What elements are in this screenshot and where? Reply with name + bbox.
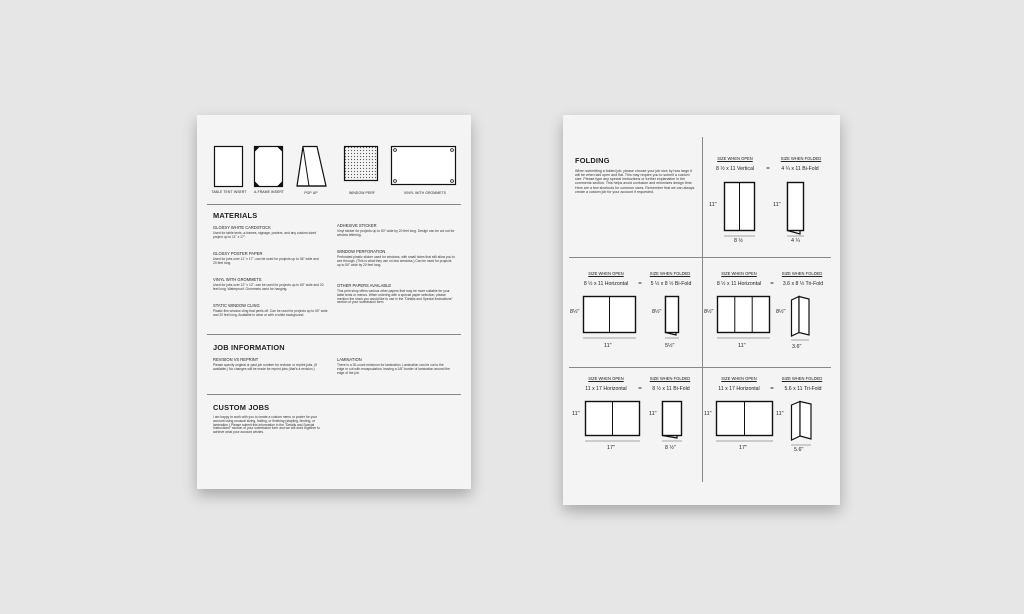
open-width-label: 11" (604, 343, 612, 349)
material-name: VINYL WITH GROMMETS (213, 277, 262, 282)
grid-divider (569, 367, 831, 368)
material-name: OTHER PAPERS AVAILABLE (337, 283, 392, 288)
material-description: Plastic film window cling that peels off. Can be used for projects up to 50" wide and 20 feet long. Available in clear or with a white background. (213, 309, 328, 317)
open-tri-fold-illustration (717, 296, 773, 340)
equals-sign: = (770, 281, 774, 287)
folded-height-label: 11" (773, 202, 781, 208)
folded-height-label: 8½" (652, 309, 662, 315)
open-size: 8 ½ x 11 Vertical (716, 166, 754, 172)
open-tri-fold-illustration (716, 401, 776, 445)
divider (207, 204, 461, 205)
right-sheet (563, 115, 840, 505)
open-height-label: 11" (709, 202, 717, 208)
table-tent-insert-illustration (214, 146, 244, 188)
folded-tri-fold-illustration (791, 296, 815, 340)
job-info-name: REVISION VS REPRINT (213, 357, 259, 362)
open-height-label: 8½" (704, 309, 714, 315)
folded-height-label: 8½" (776, 309, 786, 315)
open-size: 8 ½ x 11 Horizontal (583, 281, 629, 287)
open-width-label: 11" (738, 343, 746, 349)
size-when-open-label: SIZE WHEN OPEN (721, 376, 757, 381)
open-height-label: 8½" (570, 309, 580, 315)
material-name: WINDOW PERFORATION (337, 249, 386, 254)
folding-description: When submitting a folded job, please choose your job size by how large it will be when laid open and flat. This may require you to submit a custom size. Please type any special instructions or further explanation in the comments section. This helps avoid confusion and minimizes design time. Here are a few shortcuts for common sizes. Remember that we can always create a custom job for your account if requested. (575, 169, 695, 194)
material-description: Used for jobs over 12" x 12", can be used for projects up to 60" wide and 20 feet long. Waterproof. Grommets used for hanging. (213, 283, 324, 291)
job-info-name: LAMINATION (337, 357, 362, 362)
window-perf-illustration (344, 146, 380, 188)
folded-size: 8 ½ x 11 Bi-Fold (652, 386, 690, 392)
job-information-heading: JOB INFORMATION (213, 343, 285, 352)
material-description: Perforated plastic sticker used for windows, with small holes that still allow you to see through. (This is what they use on bus windows.) Can be used for projects up to 50" wide by 20 feet long. (337, 255, 456, 267)
size-when-open-label: SIZE WHEN OPEN (588, 271, 624, 276)
equals-sign: = (766, 166, 770, 172)
custom-jobs-description: I am happy to work with you to create a custom menu or poster for your account using unusual sizing, folding, or finishing (stapling, binding, or lamination.) Please submit this information in the "Details and Special Instructions" section of your submission form and we will work together to achieve what your account wishes. (213, 415, 320, 435)
folded-width-label: 5.6" (794, 447, 804, 453)
grid-divider (569, 257, 831, 258)
material-description: Used for jobs over 11" x 17", can be used for projects up to 36" wide and 20 feet long. (213, 257, 319, 265)
open-width-label: 8 ½ (734, 238, 743, 244)
product-caption-a-frame: A-FRAME INSERT (254, 190, 284, 194)
folded-tri-fold-illustration (791, 401, 817, 449)
divider (207, 394, 461, 395)
folded-size: 5.6 x 11 Tri-Fold (784, 386, 822, 392)
equals-sign: = (638, 281, 642, 287)
folded-size: 4 ¼ x 11 Bi-Fold (781, 166, 819, 172)
folded-bi-fold-illustration (787, 182, 811, 242)
product-caption-table-tent: TABLE TENT INSERT (211, 190, 247, 194)
size-when-folded-label: SIZE WHEN FOLDED (781, 271, 823, 276)
size-when-folded-label: SIZE WHEN FOLDED (649, 376, 691, 381)
open-horizontal-illustration (583, 296, 639, 340)
materials-heading: MATERIALS (213, 211, 258, 220)
custom-jobs-heading: CUSTOM JOBS (213, 403, 270, 412)
left-sheet (197, 115, 471, 489)
folded-height-label: 11" (649, 411, 657, 417)
grid-divider (702, 137, 703, 482)
folded-size: 3.6 x 8 ½ Tri-Fold (782, 281, 824, 287)
material-name: STATIC WINDOW CLING (213, 303, 260, 308)
folded-height-label: 11" (776, 411, 784, 417)
open-width-label: 17" (607, 445, 615, 451)
open-height-label: 11" (572, 411, 580, 417)
product-caption-window-perf: WINDOW PERF (349, 191, 375, 195)
folded-width-label: 8 ½" (665, 445, 676, 451)
open-size: 11 x 17 Horizontal (585, 386, 627, 392)
size-when-folded-label: SIZE WHEN FOLDED (649, 271, 691, 276)
material-name: ADHESIVE STICKER (337, 223, 377, 228)
job-info-description: There is a 30-count minimum for lamination. Lamination can be cut to the edge or cut with encapsulation, leaving a 1/8" border of lamination around the edge of the job. (337, 363, 450, 375)
product-caption-vinyl: VINYL WITH GROMMETS (403, 191, 447, 195)
open-size: 8 ½ x 11 Horizontal (716, 281, 762, 287)
open-size: 11 x 17 Horizontal (718, 386, 760, 392)
size-when-folded-label: SIZE WHEN FOLDED (781, 376, 823, 381)
divider (207, 334, 461, 335)
folded-width-label: 5½" (665, 343, 675, 349)
folded-bi-fold-illustration (665, 296, 685, 340)
open-horizontal-illustration (585, 401, 643, 445)
open-vertical-illustration (724, 182, 758, 242)
folded-width-label: 4 ¼ (791, 238, 800, 244)
open-width-label: 17" (739, 445, 747, 451)
material-name: GLOSSY WHITE CARDSTOCK (213, 225, 271, 230)
equals-sign: = (770, 386, 774, 392)
folded-size: 5 ½ x 8 ½ Bi-Fold (650, 281, 692, 287)
material-description: Vinyl sticker for projects up to 50" wide by 20 feet long. Design can be cut out for window lettering. (337, 229, 455, 237)
product-caption-pop-up: POP UP (304, 191, 318, 195)
material-description: Used for table tents, a-frames, signage, posters, and any custom sized project up to 11" x 17". (213, 231, 317, 239)
pop-up-illustration (293, 146, 329, 188)
open-height-label: 11" (704, 411, 712, 417)
folded-width-label: 3.6" (792, 344, 802, 350)
job-info-description: Please specify original or past job number for revision or reprint jobs. (If available.) No changes will be made for reprint jobs (that's a revision.) (213, 363, 318, 371)
material-name: GLOSSY POSTER PAPER (213, 251, 263, 256)
equals-sign: = (638, 386, 642, 392)
a-frame-insert-illustration (254, 146, 284, 188)
size-when-open-label: SIZE WHEN OPEN (717, 156, 753, 161)
folding-heading: FOLDING (575, 156, 610, 165)
size-when-open-label: SIZE WHEN OPEN (721, 271, 757, 276)
size-when-folded-label: SIZE WHEN FOLDED (780, 156, 822, 161)
size-when-open-label: SIZE WHEN OPEN (588, 376, 624, 381)
vinyl-with-grommets-illustration (391, 146, 457, 188)
material-description: This print shop offers various other papers that may be more suitable for your table tents or menus. When ordering with a special paper selection, please mention the stock you would like to use in the "Details and Special Instructions" section of your submission form. (337, 289, 453, 305)
folded-bi-fold-illustration (662, 401, 688, 445)
